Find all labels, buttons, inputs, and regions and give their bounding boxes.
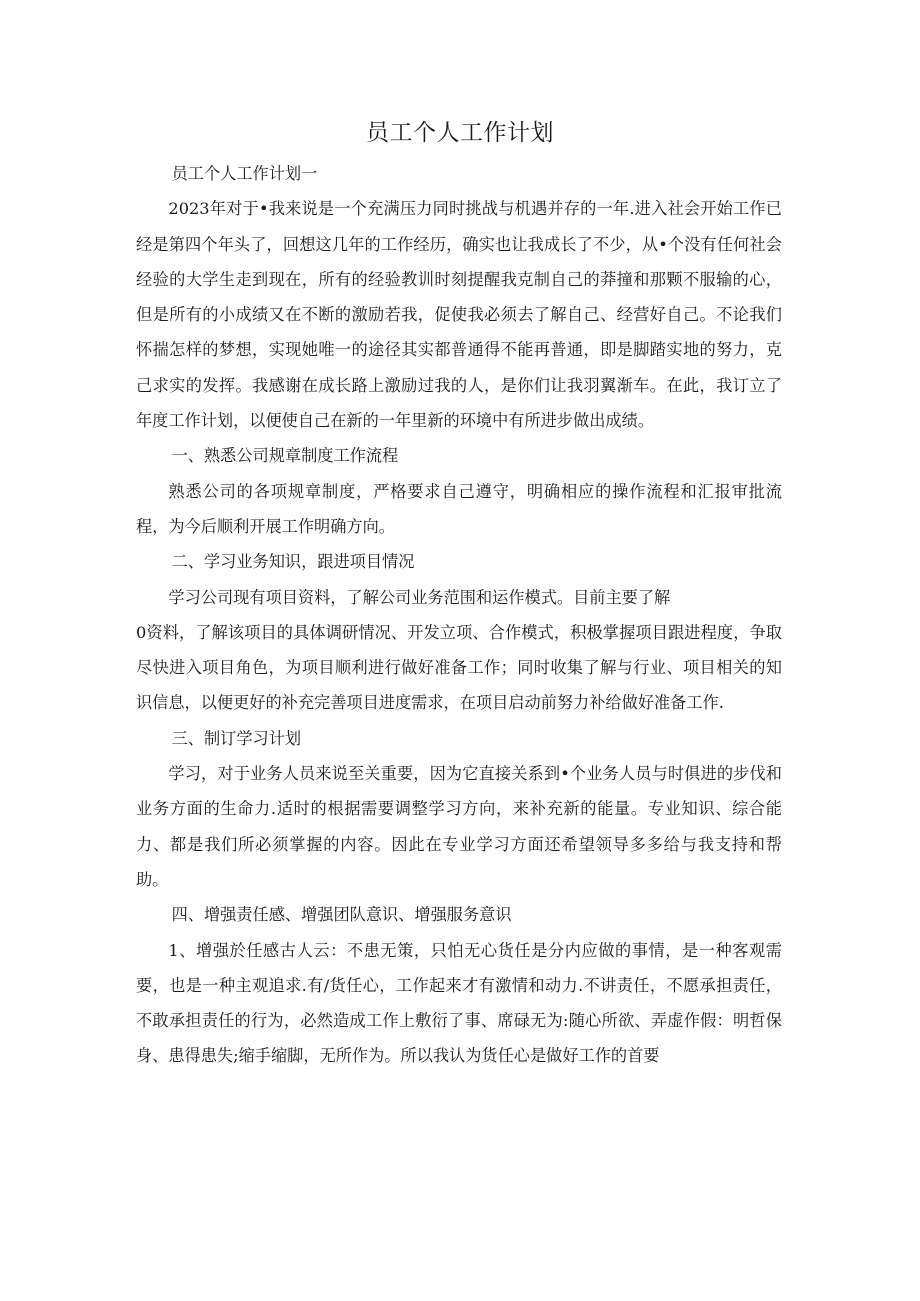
section-3-paragraph: 学习，对于业务人员来说至关重要，因为它直接关系到•个业务人员与时俱进的步伐和业务方面的生命力.适时的根据需要调整学习方向，来补充新的能量。专业知识、综合能力、都是我们所必须掌握的内容。因此在专业学习方面还希望领导多多给与我支持和帮助。 bbox=[136, 764, 782, 889]
section-1-paragraph: 熟悉公司的各项规章制度，严格要求自己遵守，明确相应的操作流程和汇报审批流程，为今后顺利开展工作明确方向。 bbox=[136, 481, 782, 536]
section-heading-2: 二、学习业务知识，跟进项目情况 bbox=[171, 552, 415, 572]
section-subtitle-plan-one: 员工个人工作计划一 bbox=[171, 164, 318, 183]
intro-paragraph: 2023年对于•我来说是一个充满压力同时挑战与机遇并存的一年.进入社会开始工作已经是第四个年头了，回想这几年的工作经历，确实也让我成长了不少，从•个没有任何社会经验的大学生走到现在，所有的经验教训时刻提醒我克制自己的莽撞和那颗不服输的心，但是所有的小成绩又在不断的激励若我，促使我必须去了解自己、经营好自己。不论我们怀揣怎样的梦想，实现她唯一的途径其实都普通得不能再普通，即是脚踏实地的努力，克己求实的发挥。我感谢在成长路上激励过我的人，是你们让我羽翼渐车。在此，我订立了年度工作计划，以便使自己在新的一年里新的环境中有所进步做出成绩。 bbox=[136, 199, 782, 431]
section-2-paragraph-b: 0资料，了解该项目的具体调研情况、开发立项、合作模式，积极掌握项目跟进程度，争取尽快进入项目角色，为项目顺利进行做好准备工作；同时收集了解与行业、项目相关的知识信息，以便更好的补充完善项目进度需求，在项目启动前努力补给做好准备工作. bbox=[136, 622, 782, 713]
section-heading-1: 一、熟悉公司规章制度工作流程 bbox=[171, 446, 399, 466]
document-title: 员工个人工作计划 bbox=[366, 120, 554, 146]
section-heading-3: 三、制订学习计划 bbox=[171, 728, 302, 748]
section-2-paragraph-a: 学习公司现有项目资料，了解公司业务范围和运作模式。目前主要了解 bbox=[168, 587, 671, 607]
section-4-paragraph: 1、增强於任感古人云：不患无策，只怕无心货任是分内应做的事情，是一种客观需要，也是一种主观追求.有/货任心，工作起来才有激情和动力.不讲责任，不愿承担责任，不敢承担责任的行为，必然造成工作上敷衍了事、席碌无为:随心所欲、弄虚作假：明哲保身、患得患失;缩手缩脚，无所作为。所以我认为货任心是做好工作的首要 bbox=[136, 940, 782, 1066]
document-body bbox=[136, 156, 782, 1074]
section-heading-4: 四、增强责任感、增强团队意识、增强服务意识 bbox=[171, 905, 512, 925]
